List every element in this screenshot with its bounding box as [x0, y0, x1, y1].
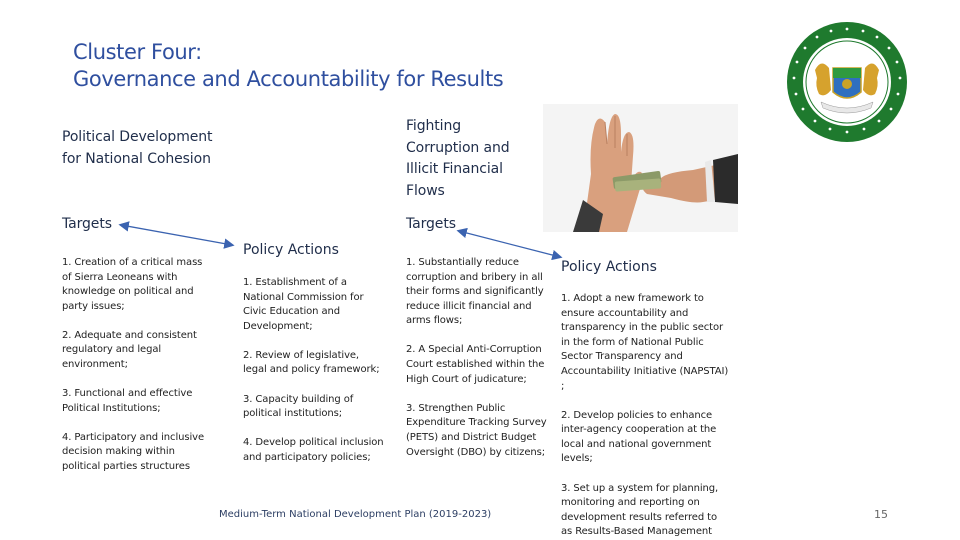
list-item: 1. Creation of a critical mass of Sierra Leoneans with knowledge on political and party issues; — [62, 257, 203, 312]
list-item: 2. Adequate and consistent regulatory and legal environment; — [62, 329, 197, 371]
policy-actions-mid-label: Policy Actions — [243, 242, 339, 258]
targets-right-list — [406, 256, 548, 475]
hand-refusing-bribe-image — [543, 104, 738, 232]
slide-title-line2: Governance and Accountability for Results — [73, 67, 504, 91]
targets-left-list — [62, 256, 207, 489]
policy-actions-mid-list — [243, 276, 385, 480]
footer-text: Medium-Term National Development Plan (2019-2023) — [219, 509, 492, 520]
list-item: 2. Review of legislative, legal and policy framework; — [243, 349, 380, 376]
slide-title — [73, 39, 633, 93]
heading-fighting-corruption: Fighting Corruption and Illicit Financial Flows — [406, 118, 510, 199]
targets-right-label: Targets — [406, 216, 456, 232]
list-item: 3. Set up a system for planning, monitoring and reporting on development results referred to as Results-Based Management — [561, 482, 719, 538]
ministry-seal-logo — [785, 20, 910, 145]
slide-title-line1: Cluster Four: — [73, 40, 202, 64]
targets-left-label: Targets — [62, 216, 112, 232]
list-item: 1. Establishment of a National Commission for Civic Education and Development; — [243, 277, 364, 332]
list-item: 2. A Special Anti-Corruption Court established within the High Court of judicature; — [406, 344, 545, 385]
list-item: 1. Adopt a new framework to ensure accountability and transparency in the public sector in the form of National Public Sector Transparency and Accountability Initiative (NAPSTAI) ; — [561, 293, 729, 392]
list-item: 3. Strengthen Public Expenditure Tracking Survey (PETS) and District Budget Oversight (DBO) by citizens; — [406, 402, 547, 458]
ministry-seal-icon — [785, 20, 910, 145]
arrow-left-targets-to-actions — [121, 225, 232, 245]
page-number: 15 — [874, 508, 888, 521]
list-item: 3. Capacity building of political institutions; — [243, 393, 354, 420]
list-item: 2. Develop policies to enhance inter-agency cooperation at the local and national government levels; — [561, 409, 717, 465]
policy-actions-right-list — [561, 292, 729, 540]
heading-political-development: Political Development for National Cohesion — [62, 129, 213, 167]
list-item: 4. Participatory and inclusive decision making within political parties structures — [62, 431, 205, 473]
policy-actions-right-label: Policy Actions — [561, 259, 657, 275]
list-item: 3. Functional and effective Political Institutions; — [62, 388, 193, 414]
list-item: 4. Develop political inclusion and participatory policies; — [243, 437, 384, 463]
arrow-right-targets-to-actions — [459, 231, 560, 257]
list-item: 1. Substantially reduce corruption and bribery in all their forms and significantly reduce illicit financial and arms flows; — [406, 257, 544, 327]
hand-refusing-bribe-icon — [543, 104, 738, 232]
